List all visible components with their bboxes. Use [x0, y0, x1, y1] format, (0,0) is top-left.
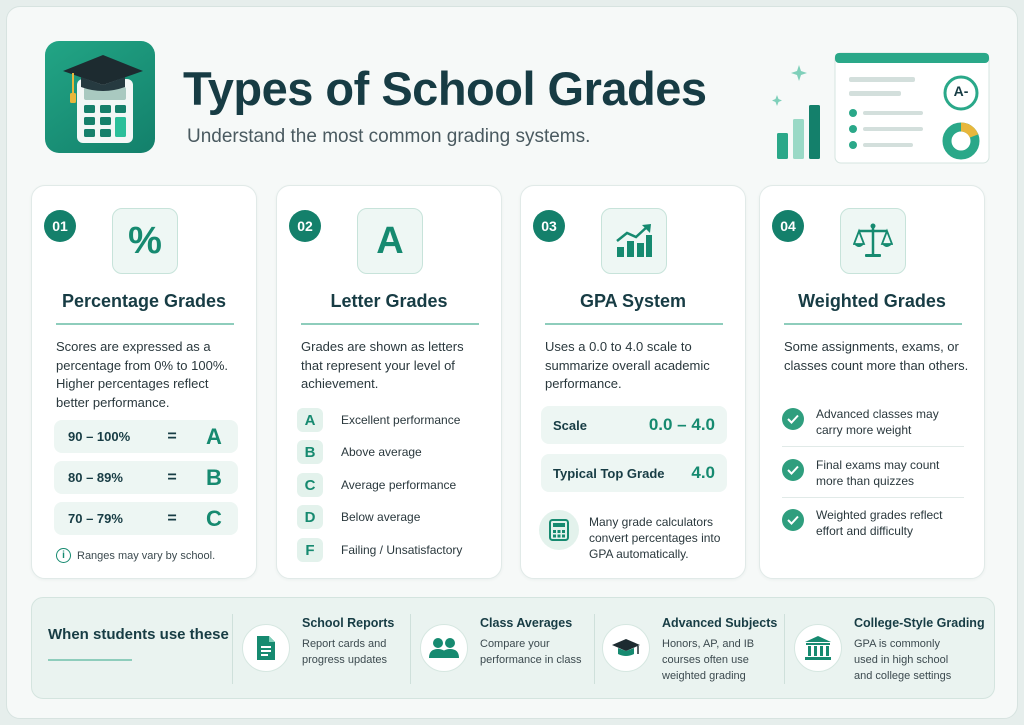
card-title: Letter Grades — [330, 291, 448, 311]
letter-label: Excellent performance — [341, 413, 461, 427]
usage-underline — [48, 659, 132, 661]
card-title: GPA System — [579, 291, 687, 311]
equals-sign: = — [167, 427, 177, 445]
note-text: Many grade calculators convert percentages into GPA automatically. — [589, 515, 721, 561]
letter-row — [297, 473, 487, 497]
card-description: Some assignments, exams, or classes count more than others. — [784, 339, 969, 373]
card-description: Scores are expressed as a percentage from 0% to 100%. Higher percentages reflect better performance. — [56, 339, 228, 410]
info-icon: i — [56, 548, 71, 563]
letter-label: Average performance — [341, 478, 457, 492]
calculator-icon — [539, 510, 579, 550]
card-letter-grades — [276, 185, 502, 579]
range-label: 80 – 89% — [68, 470, 123, 485]
strip-divider — [594, 614, 595, 684]
weighted-text: Weighted grades reflect effort and difficulty — [816, 508, 943, 538]
title-underline — [784, 323, 962, 325]
weighted-text: Final exams may count more than quizzes — [816, 458, 940, 488]
box-label: Scale — [553, 417, 587, 433]
card-weighted-grades — [759, 185, 985, 579]
usage-item-text: Honors, AP, and IB courses often use weighted grading — [662, 638, 755, 682]
letter-badge: A — [297, 408, 323, 432]
grade-letter: C — [206, 505, 222, 531]
check-icon — [782, 408, 804, 430]
infographic-page — [6, 6, 1018, 719]
card-gpa-system — [520, 185, 746, 579]
grade-letter: B — [206, 464, 222, 490]
box-value: 4.0 — [691, 463, 715, 482]
box-value: 0.0 – 4.0 — [648, 415, 715, 434]
grade-range-row — [54, 502, 238, 535]
weighted-row — [782, 507, 966, 539]
range-label: 70 – 79% — [68, 511, 123, 526]
usage-item-text: GPA is commonly used in high school and college settings — [854, 638, 952, 682]
page-title: Types of School Grades — [183, 62, 707, 115]
card-description: Uses a 0.0 to 4.0 scale to summarize overall academic performance. — [545, 339, 710, 391]
graduation-cap-icon — [602, 624, 650, 672]
letter-label: Failing / Unsatisfactory — [341, 543, 463, 557]
letter-badge: B — [297, 440, 323, 464]
gpa-top-grade-box — [541, 454, 727, 492]
weighted-row — [782, 457, 966, 489]
letter-a-icon: A — [357, 208, 423, 274]
usage-item-school-reports — [242, 616, 412, 672]
row-divider — [782, 497, 964, 498]
letter-badge: C — [297, 473, 323, 497]
card-number: 02 — [289, 210, 321, 242]
card-title: Percentage Grades — [61, 291, 227, 311]
weighted-text: Advanced classes may carry more weight — [816, 407, 939, 437]
usage-item-advanced-subjects — [602, 616, 777, 684]
page-subtitle: Understand the most common grading systems. — [187, 126, 591, 147]
note-text: Ranges may vary by school. — [77, 549, 216, 562]
title-underline — [545, 323, 723, 325]
strip-divider — [410, 614, 411, 684]
card-description: Grades are shown as letters that represent your level of achievement. — [301, 339, 464, 391]
equals-sign: = — [167, 468, 177, 486]
strip-divider — [232, 614, 233, 684]
usage-item-title: Class Averages — [480, 616, 573, 630]
usage-item-text: Report cards and progress updates — [302, 638, 387, 666]
users-icon — [420, 624, 468, 672]
scales-icon — [840, 208, 906, 274]
strip-divider — [784, 614, 785, 684]
usage-item-title: College-Style Grading — [854, 616, 985, 630]
gpa-note — [539, 510, 735, 562]
letter-label: Above average — [341, 445, 422, 459]
letter-row — [297, 505, 487, 529]
letter-badge: F — [297, 538, 323, 562]
card-number: 04 — [772, 210, 804, 242]
range-label: 90 – 100% — [68, 429, 131, 444]
usage-item-college-grading — [794, 616, 985, 684]
card-number: 01 — [44, 210, 76, 242]
letter-row — [297, 440, 487, 464]
institution-icon — [794, 624, 842, 672]
letter-badge: D — [297, 505, 323, 529]
usage-item-title: Advanced Subjects — [662, 616, 778, 630]
report-illustration — [763, 47, 993, 169]
grade-letter: A — [206, 423, 222, 449]
usage-item-class-averages — [420, 616, 590, 672]
box-label: Typical Top Grade — [553, 465, 665, 481]
card-title: Weighted Grades — [798, 291, 946, 311]
letter-row — [297, 538, 487, 562]
chart-up-icon — [601, 208, 667, 274]
usage-item-text: Compare your performance in class — [480, 638, 582, 666]
card-note — [56, 548, 215, 563]
check-icon — [782, 459, 804, 481]
grade-range-row — [54, 461, 238, 494]
title-underline — [301, 323, 479, 325]
row-divider — [782, 446, 964, 447]
grade-range-row — [54, 420, 238, 453]
calculator-graduation-icon — [45, 41, 155, 153]
card-number: 03 — [533, 210, 565, 242]
letter-row — [297, 408, 487, 432]
usage-item-title: School Reports — [302, 616, 395, 630]
letter-label: Below average — [341, 510, 421, 524]
percent-icon: % — [112, 208, 178, 274]
check-icon — [782, 509, 804, 531]
equals-sign: = — [167, 509, 177, 527]
usage-strip — [31, 597, 995, 699]
usage-title: When students use these — [48, 626, 229, 643]
card-percentage-grades — [31, 185, 257, 579]
gpa-scale-box — [541, 406, 727, 444]
document-icon — [242, 624, 290, 672]
grade-badge: A- — [953, 83, 969, 99]
weighted-row — [782, 406, 966, 438]
title-underline — [56, 323, 234, 325]
